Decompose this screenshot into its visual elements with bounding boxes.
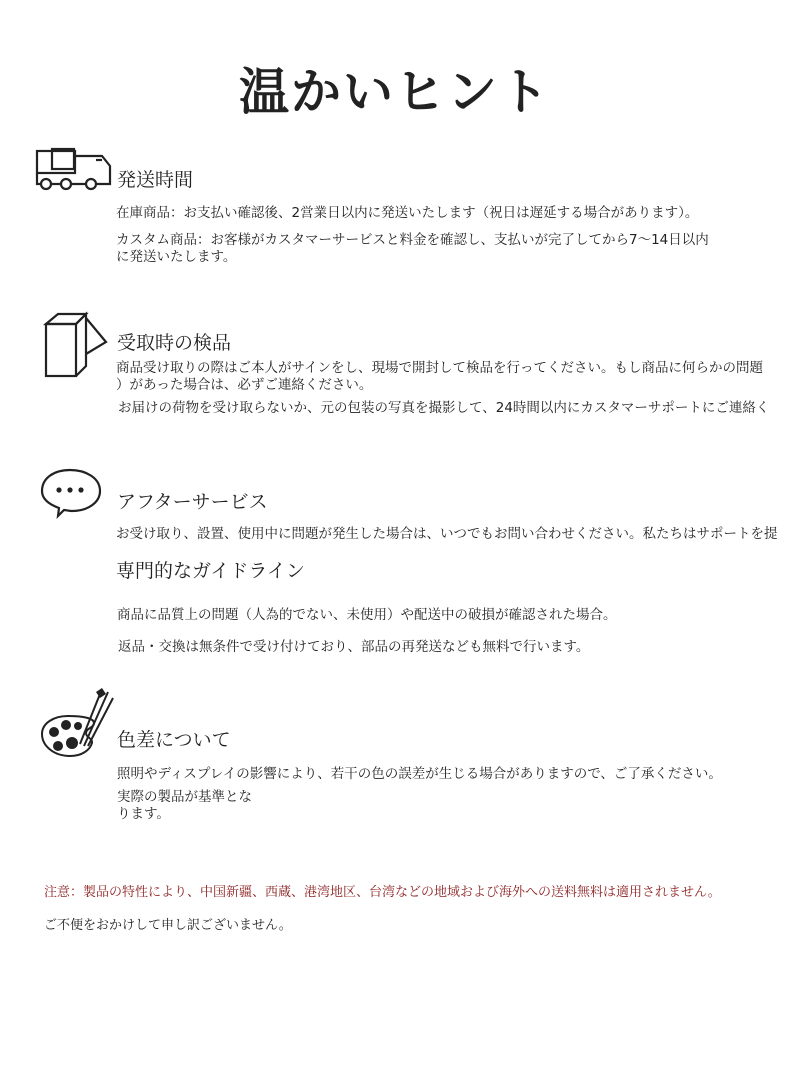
color-line-3: ります。 <box>117 806 170 822</box>
color-line-2: 実際の製品が基準とな <box>117 789 252 805</box>
section-heading-inspection: 受取時の検品 <box>117 332 232 354</box>
after-service-line-1: お受け取り、設置、使用中に問題が発生した場合は、いつでもお問い合わせください。私たちはサポートを提 <box>116 526 778 542</box>
subheading-guidelines: 専門的なガイドライン <box>116 560 305 582</box>
guideline-line-1: 商品に品質上の問題（人為的でない、未使用）や配送中の破損が確認された場合。 <box>117 607 617 623</box>
section-heading-shipping: 発送時間 <box>117 169 194 191</box>
page-title: 温かいヒント <box>239 63 551 121</box>
shipping-line-2: カスタム商品：お客様がカスタマーサービスと料金を確認し、支払いが完了してから7〜14日以内 <box>116 232 709 248</box>
section-heading-color: 色差について <box>117 729 231 751</box>
notice-text: 注意：製品の特性により、中国新疆、西蔵、港湾地区、台湾などの地域および海外への送料無料は適用されません。 <box>44 885 721 900</box>
inspection-line-2: ）があった場合は、必ずご連絡ください。 <box>116 377 373 393</box>
apology-text: ご不便をおかけして申し訳ございません。 <box>44 918 292 933</box>
chat-icon <box>40 466 104 520</box>
truck-icon <box>34 146 114 194</box>
shipping-line-3: に発送いたします。 <box>116 249 237 265</box>
section-heading-after-service: アフターサービス <box>117 491 268 513</box>
color-line-1: 照明やディスプレイの影響により、若干の色の誤差が生じる場合がありますので、ご了承ください。 <box>117 766 722 782</box>
shipping-line-1: 在庫商品：お支払い確認後、2営業日以内に発送いたします（祝日は遅延する場合があります）。 <box>116 205 699 221</box>
inspection-line-3: お届けの荷物を受け取らないか、元の包装の写真を撮影して、24時間以内にカスタマーサポートにご連絡く <box>118 400 770 416</box>
box-icon <box>40 310 112 382</box>
palette-icon <box>40 688 116 760</box>
guideline-line-2: 返品・交換は無条件で受け付けており、部品の再発送なども無料で行います。 <box>118 639 590 655</box>
inspection-line-1: 商品受け取りの際はご本人がサインをし、現場で開封して検品を行ってください。もし商品に何らかの問題 <box>116 360 764 376</box>
